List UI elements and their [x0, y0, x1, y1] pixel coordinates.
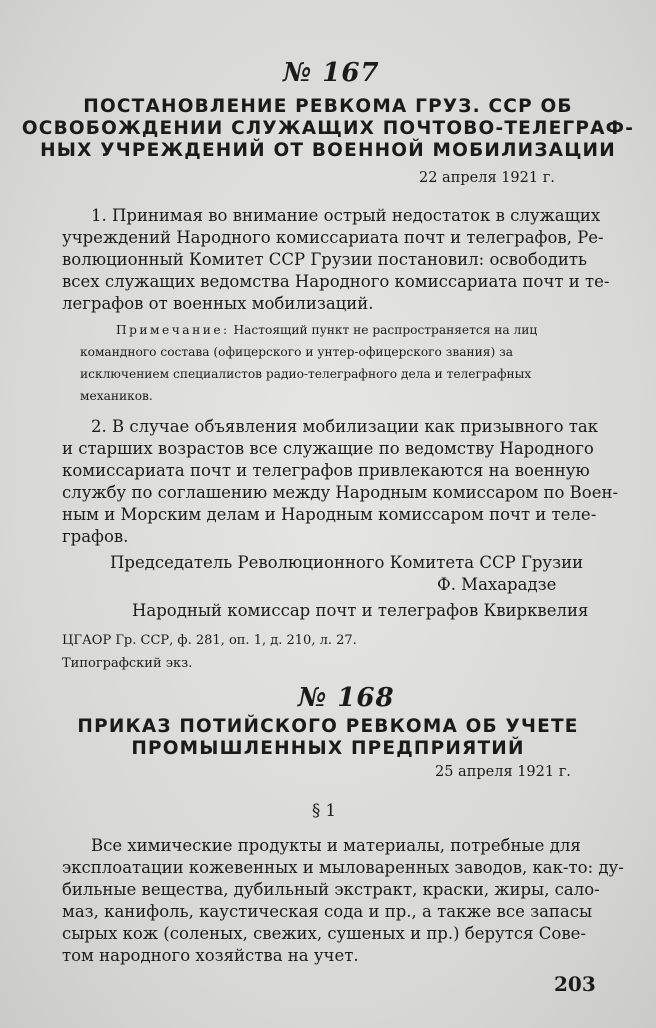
doc-167-para1-line-4: всех служащих ведомства Народного комиссариата почт и те- — [62, 272, 610, 291]
doc-168-para-line-6: том народного хозяйства на учет. — [62, 946, 359, 965]
doc-168-title-line-2: ПРОМЫШЛЕННЫХ ПРЕДПРИЯТИЙ — [131, 738, 525, 759]
doc-167-signature-chairman-name: Ф. Махарадзе — [437, 575, 557, 594]
doc-167-para1-line-2: учреждений Народного комиссариата почт и телеграфов, Ре- — [62, 228, 604, 247]
note-label: Примечание: — [116, 323, 230, 337]
doc-168-number: № 168 — [298, 683, 395, 713]
page-number: 203 — [554, 972, 596, 996]
doc-167-archive-reference: ЦГАОР Гр. ССР, ф. 281, оп. 1, д. 210, л. 27. — [62, 633, 357, 648]
doc-167-signature-commissar: Народный комиссар почт и телеграфов Квирквелия — [132, 601, 589, 620]
doc-168-para-line-4: маз, канифоль, каустическая сода и пр., а также все запасы — [62, 902, 593, 921]
doc-168-para-line-2: эксплоатации кожевенных и мыловаренных заводов, как-то: ду- — [62, 858, 624, 877]
doc-167-para1-line-1: 1. Принимая во внимание острый недостаток в служащих — [91, 206, 601, 225]
doc-168-date: 25 апреля 1921 г. — [435, 764, 571, 780]
doc-167-date: 22 апреля 1921 г. — [419, 170, 555, 186]
doc-168-para-line-5: сырых кож (соленых, свежих, сушеных и пр.) берутся Сове- — [62, 924, 586, 943]
doc-167-para2-line-3: комиссариата почт и телеграфов привлекаются на военную — [62, 461, 590, 480]
doc-167-title-line-2: ОСВОБОЖДЕНИИ СЛУЖАЩИХ ПОЧТОВО-ТЕЛЕГРАФ- — [21, 118, 635, 139]
doc-167-para1-line-5: леграфов от военных мобилизаций. — [62, 294, 374, 313]
doc-167-note-line-1 — [116, 320, 537, 342]
doc-167-note-line-2: командного состава (офицерского и унтер-офицерского звания) за — [80, 345, 514, 359]
doc-167-number: № 167 — [283, 58, 380, 88]
doc-167-para2-line-4: службу по соглашению между Народным комиссаром по Воен- — [62, 483, 619, 502]
doc-167-note-line-3: исключением специалистов радио-телеграфного дела и телеграфных — [80, 367, 532, 381]
note-text: Настоящий пункт не распространяется на лиц — [233, 323, 538, 337]
doc-167-para2-line-2: и старших возрастов все служащие по ведомству Народного — [62, 439, 594, 458]
doc-168-title-line-1: ПРИКАЗ ПОТИЙСКОГО РЕВКОМА ОБ УЧЕТЕ — [77, 716, 579, 737]
doc-167-para1-line-3: волюционный Комитет ССР Грузии постановил: освободить — [62, 250, 587, 269]
doc-167-copy-type: Типографский экз. — [62, 656, 193, 671]
doc-167-signature-chairman: Председатель Революционного Комитета ССР Грузии — [110, 553, 584, 572]
doc-168-para-line-1: Все химические продукты и материалы, потребные для — [91, 836, 581, 855]
doc-167-para2-line-1: 2. В случае объявления мобилизации как призывного так — [91, 417, 599, 436]
doc-167-title-line-1: ПОСТАНОВЛЕНИЕ РЕВКОМА ГРУЗ. ССР ОБ — [83, 96, 573, 117]
doc-167-para2-line-6: графов. — [62, 527, 129, 546]
doc-167-para2-line-5: ным и Морским делам и Народным комиссаром почт и теле- — [62, 505, 597, 524]
doc-167-title-line-3: НЫХ УЧРЕЖДЕНИЙ ОТ ВОЕННОЙ МОБИЛИЗАЦИИ — [40, 140, 616, 161]
doc-168-section-mark: § 1 — [312, 801, 336, 820]
doc-168-para-line-3: бильные вещества, дубильный экстракт, краски, жиры, сало- — [62, 880, 600, 899]
doc-167-note-line-4: механиков. — [80, 389, 153, 403]
